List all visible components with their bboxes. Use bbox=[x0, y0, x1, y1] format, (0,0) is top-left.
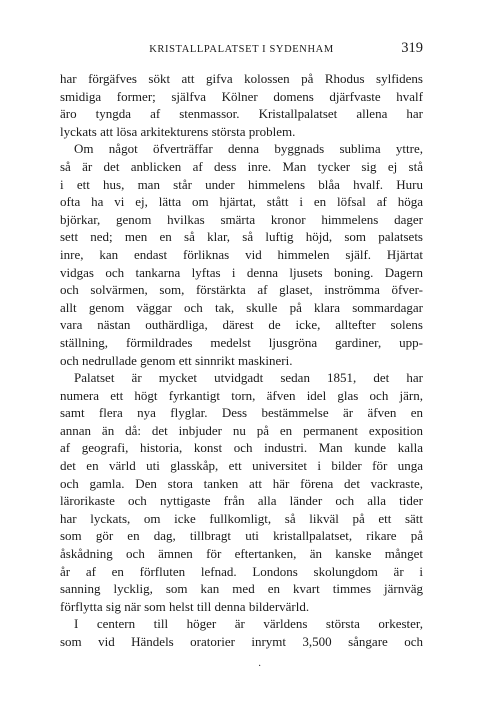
body-text bbox=[60, 70, 423, 651]
text-line: allt genom väggar och tak, skulle på klara sommardagar bbox=[60, 299, 423, 315]
text-line: vidgas och tankarna lyftas i denna ljusets boning. Dagern bbox=[60, 264, 423, 280]
text-line: ofta ha vi ej, lätta om hjärtat, stått i en löfsal af höga bbox=[60, 194, 423, 210]
text-line: sett ned; men en så klar, så luftig höjd, som palatsets bbox=[60, 229, 423, 245]
footer-mark: · bbox=[258, 661, 262, 672]
text-line: år af en förfluten lefnad. Londons skolungdom är i bbox=[60, 563, 423, 579]
text-line: I centern till höger är världens största orkester, bbox=[74, 616, 423, 632]
text-line: åskådning och ämnen för eftertanken, än kanske månget bbox=[60, 546, 423, 562]
text-line: sanning lycklig, som kan med en kvart timmes järnväg bbox=[60, 581, 423, 597]
text-line: som vid Händels oratorier inrymt 3,500 sångare och bbox=[60, 634, 423, 649]
text-line: har förgäfves sökt att gifva kolossen på Rhodus sylfidens bbox=[60, 71, 423, 86]
text-line: och nedrullade genom ett sinnrikt maskineri. bbox=[60, 352, 293, 368]
text-line: Palatset är mycket utvidgadt sedan 1851, det har bbox=[74, 370, 423, 386]
text-line: samt flera nya flyglar. Dess bestämmelse är äfven en bbox=[60, 405, 423, 421]
text-line: i ett hus, man står under himmelens blåa hvalf. Huru bbox=[60, 176, 423, 192]
text-line: smidiga former; själfva Kölner domens djärfvaste hvalf bbox=[60, 88, 423, 104]
text-line: förflytta sig när som helst till denna bildervärld. bbox=[60, 598, 310, 614]
text-line: numera ett högt fyrkantigt torn, äfven idel glas och järn, bbox=[60, 387, 423, 403]
text-line: af geografi, historia, konst och industri. Man kunde kalla bbox=[60, 440, 423, 456]
text-line: lyckats att lösa arkitekturens största problem. bbox=[60, 123, 296, 139]
book-page bbox=[60, 40, 423, 651]
text-line: lärorikaste och nyttigaste från alla länder och alla tider bbox=[60, 493, 423, 509]
text-line: så är det anblicken af dess inre. Man tycker sig ej stå bbox=[60, 158, 423, 174]
text-line: annan än då: det inbjuder nu på en permanent exposition bbox=[60, 422, 423, 438]
running-head: KRISTALLPALATSET I SYDENHAM bbox=[149, 44, 334, 55]
text-line: har lyckats, om icke fullkomligt, så likväl på ett sätt bbox=[60, 510, 423, 526]
text-line: äro tyngda af stenmassor. Kristallpalatset allena har bbox=[60, 106, 423, 122]
text-line: björkar, genom hvilkas smärta kronor himmelens dager bbox=[60, 211, 423, 227]
page-header bbox=[60, 40, 423, 60]
text-line: och solvärmen, som, förstärkta af glaset, inströmma öfver- bbox=[60, 282, 423, 298]
text-line: och gamla. Den stora tanken att här förena det vackraste, bbox=[60, 475, 423, 491]
text-line: ställning, förmildrades medelst ljusgröna gardiner, upp- bbox=[60, 334, 423, 350]
text-line: Om något öfverträffar denna byggnads sublima yttre, bbox=[74, 141, 423, 157]
page-number: 319 bbox=[401, 40, 423, 56]
text-line: det en värld uti glasskåp, ett universitet i bilder för unga bbox=[60, 458, 423, 474]
text-line: som gör en dag, tillbragt uti kristallpalatset, rikare på bbox=[60, 528, 423, 544]
text-line: inre, kan endast förliknas vid himmelen själf. Hjärtat bbox=[60, 246, 423, 262]
text-line: vara nästan outhärdliga, därest de icke, alltefter solens bbox=[60, 317, 423, 333]
